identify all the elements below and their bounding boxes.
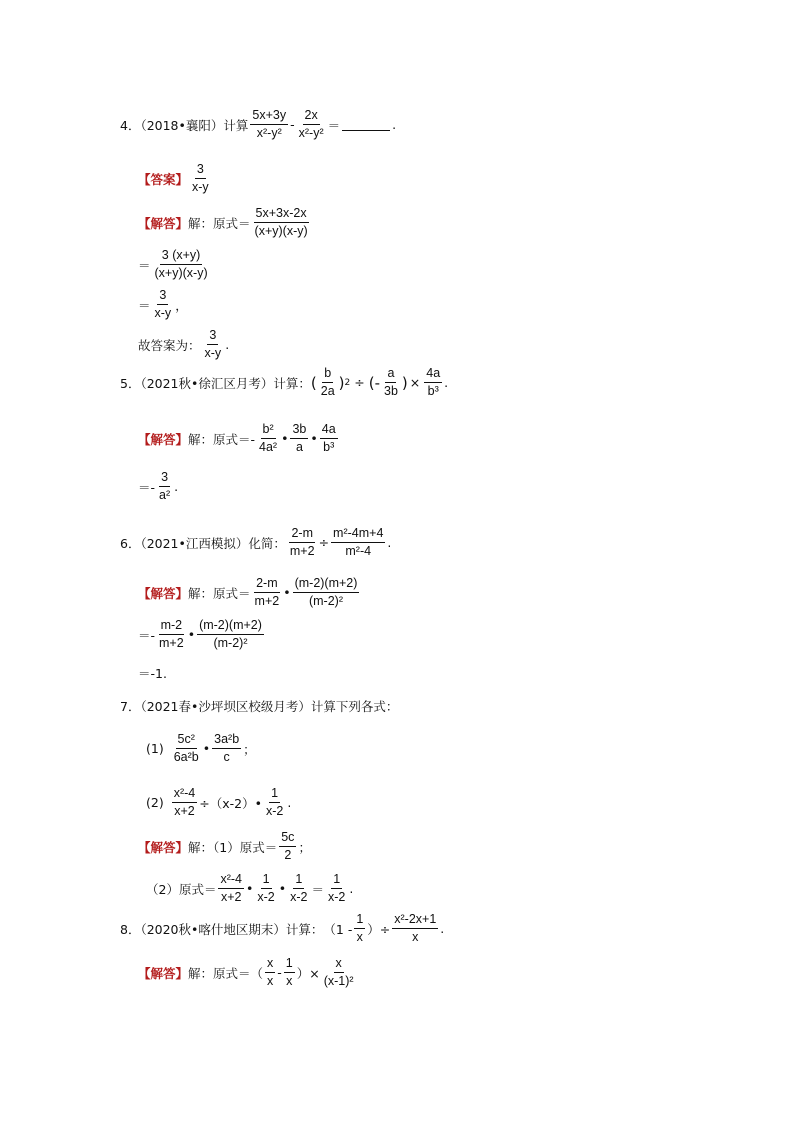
paren-open: ( <box>310 373 317 392</box>
q7-solution-line-2 <box>146 872 353 905</box>
q4-question <box>120 108 396 141</box>
q7-p1-fraction-b: $\frac{\text{3a²b}}{c}$ <box>214 732 240 764</box>
q8-fraction-1: $\frac{1}{x}$ <box>356 912 364 944</box>
q8-question <box>120 912 444 945</box>
q7-j2-fraction-b: $\frac{1}{x-2}$ <box>257 872 275 904</box>
period: . <box>440 921 445 936</box>
equals-sign: ＝ <box>327 117 341 133</box>
dot-operator: • <box>281 431 289 446</box>
final-answer-text: 故答案为： <box>138 337 201 353</box>
period: . <box>444 375 449 390</box>
q8-solution-line-1 <box>138 956 358 989</box>
q7-solution-fraction-1: $\frac{5c}{2}$ <box>281 830 295 862</box>
solution-tag: 【解答】 <box>138 215 189 231</box>
q5-solution-line-2 <box>138 470 178 503</box>
q4-answer-fraction: $\frac{3}{x-y}$ <box>192 162 209 194</box>
q8-fraction-b: $\frac{1}{x}$ <box>285 956 293 988</box>
result-text: ＝- <box>138 479 156 495</box>
result-text: ＝-1. <box>138 666 167 681</box>
dot-operator: • <box>283 585 291 600</box>
solution-tag: 【解答】 <box>138 965 189 981</box>
q8-fraction-2: $\frac{\text{x²-2x+1}}{x}$ <box>394 912 437 944</box>
q7-p2-fraction-b: $\frac{1}{x-2}$ <box>265 786 284 818</box>
q6-step1-fraction-a: $\frac{2-m}{m+2}$ <box>254 576 280 608</box>
dot-operator: • <box>245 881 254 896</box>
dot-operator: • <box>187 627 196 642</box>
dot-operator: • <box>310 431 318 446</box>
paren-close: ) <box>338 373 345 392</box>
q6-solution-line-3 <box>138 664 167 682</box>
period: . <box>174 479 179 494</box>
answer-blank <box>342 118 390 131</box>
q4-number: 4．（2018•襄阳）计算 <box>120 117 249 133</box>
q7-j2-fraction-c: $\frac{1}{x-2}$ <box>290 872 308 904</box>
q7-j2-fraction-a: $\frac{\text{x²-4}}{x+2}$ <box>220 872 242 904</box>
result-text: ＝- <box>138 627 156 643</box>
period: . <box>225 337 230 352</box>
q8-fraction-a: $\frac{x}{x}$ <box>267 956 274 988</box>
q5-result-fraction: $\frac{3}{\text{a²}}$ <box>159 470 171 502</box>
q4-final-fraction: $\frac{3}{x-y}$ <box>204 328 222 360</box>
solution-tag: 【解答】 <box>138 839 189 855</box>
q4-fraction-2: $\frac{2x}{\text{x²-y²}}$ <box>298 108 324 140</box>
q7-solution-line-1 <box>138 830 311 863</box>
q5-number: 5．（2021秋•徐汇区月考）计算： <box>120 375 311 391</box>
equals-sign: ＝ <box>138 257 151 273</box>
comma: ， <box>175 297 188 313</box>
q6-step1-fraction-b: $\frac{(m-2)(m+2)}{\text{(m-2)²}}$ <box>294 576 358 608</box>
q5-step1-fraction-a: $\frac{\text{b²}}{\text{4a²}}$ <box>259 422 278 454</box>
q5-fraction-1: $\frac{b}{2a}$ <box>320 366 335 398</box>
solution-tag: 【解答】 <box>138 431 189 447</box>
part-label: (2) <box>146 795 164 810</box>
paren-open: (- <box>368 373 380 392</box>
period: . <box>349 881 354 896</box>
paren-close-times: ）× <box>296 965 320 981</box>
period: . <box>387 535 392 550</box>
q7-question <box>120 697 398 715</box>
q5-question: 5．（2021秋•徐汇区月考）计算： ( $\frac{b}{2a}$ ) 2 ÷ (- $\frac{a}{3b}$ ) × $\frac{4a}{\text{b³}}$ . <box>120 366 449 398</box>
q6-solution-line-2 <box>138 618 266 651</box>
answer-tag: 【答案】 <box>138 171 189 187</box>
q4-step3-fraction: $\frac{3}{x-y}$ <box>154 288 172 320</box>
q7-part-2 <box>146 786 291 819</box>
divide-sign: ÷ <box>318 535 330 550</box>
q5-solution-line-1 <box>138 422 340 455</box>
solution-tag: 【解答】 <box>138 585 189 601</box>
q5-fraction-3: $\frac{4a}{\text{b³}}$ <box>426 366 441 398</box>
q8-number: 8．（2020秋•喀什地区期末）计算： <box>120 921 324 937</box>
equals-sign: ＝ <box>311 881 324 897</box>
q4-step1-fraction: $\frac{5x+3x-2x}{(x+y)(x-y)}$ <box>254 206 308 238</box>
q7-p1-fraction-a: $\frac{\text{5c²}}{\text{6a²b}}$ <box>173 732 199 764</box>
operator-text: ÷（x-2）• <box>199 795 262 811</box>
q6-solution-line-1 <box>138 576 361 609</box>
solution-text: 解：原式＝ <box>188 585 251 601</box>
period: . <box>392 117 397 132</box>
q7-part-1 <box>146 732 256 765</box>
q6-fraction-2: $\frac{\text{m²-4m+4}}{\text{m²-4}}$ <box>333 526 384 558</box>
solution-text: 解：原式＝ <box>188 215 251 231</box>
semicolon: ； <box>243 741 256 757</box>
q7-number: 7．（2021春•沙坪坝区校级月考）计算下列各式： <box>120 699 399 714</box>
solution-text: 解：原式＝- <box>188 431 256 447</box>
q6-question <box>120 526 391 559</box>
minus-sign: - <box>277 965 282 980</box>
dot-operator: • <box>278 881 287 896</box>
q4-solution-line-3 <box>138 288 188 321</box>
q6-step2-fraction-a: $\frac{m-2}{m+2}$ <box>159 618 184 650</box>
q7-p2-fraction-a: $\frac{\text{x²-4}}{x+2}$ <box>173 786 196 818</box>
period: . <box>287 795 292 810</box>
q6-fraction-1: $\frac{2-m}{m+2}$ <box>289 526 315 558</box>
q4-solution-line-1 <box>138 206 312 239</box>
q4-step2-fraction: $\frac{3 (x+y)}{(x+y)(x-y)}$ <box>154 248 208 280</box>
equals-sign: ＝ <box>138 297 151 313</box>
q7-j2-fraction-d: $\frac{1}{x-2}$ <box>328 872 346 904</box>
semicolon: ； <box>298 839 311 855</box>
q5-fraction-2: $\frac{a}{3b}$ <box>384 366 398 398</box>
q4-final-answer <box>138 328 229 361</box>
q6-step2-fraction-b: $\frac{(m-2)(m+2)}{\text{(m-2)²}}$ <box>199 618 262 650</box>
paren-close-divide: ）÷ <box>367 921 391 937</box>
solution-text: 解：（1）原式＝ <box>188 839 278 855</box>
q5-step1-fraction-c: $\frac{4a}{\text{b³}}$ <box>321 422 336 454</box>
times-sign: × <box>409 375 421 390</box>
q4-answer <box>138 162 213 195</box>
paren-close: ) <box>401 373 408 392</box>
dot-operator: • <box>202 741 211 756</box>
solution-text: 解：原式＝（ <box>188 965 264 981</box>
q6-number: 6．（2021•江西模拟）化简： <box>120 535 286 551</box>
solution-text: （2）原式＝ <box>146 881 217 897</box>
paren-open: （1 - <box>323 921 353 937</box>
q5-step1-fraction-b: $\frac{3b}{a}$ <box>292 422 307 454</box>
divide-sign: ÷ <box>354 375 365 390</box>
part-label: (1) <box>146 741 164 756</box>
q8-fraction-c: $\frac{x}{\text{(x-1)²}}$ <box>323 956 354 988</box>
minus-sign: - <box>290 117 295 132</box>
q4-solution-line-2 <box>138 248 212 281</box>
q4-fraction-1: $\frac{5x+3y}{\text{x²-y²}}$ <box>252 108 287 140</box>
